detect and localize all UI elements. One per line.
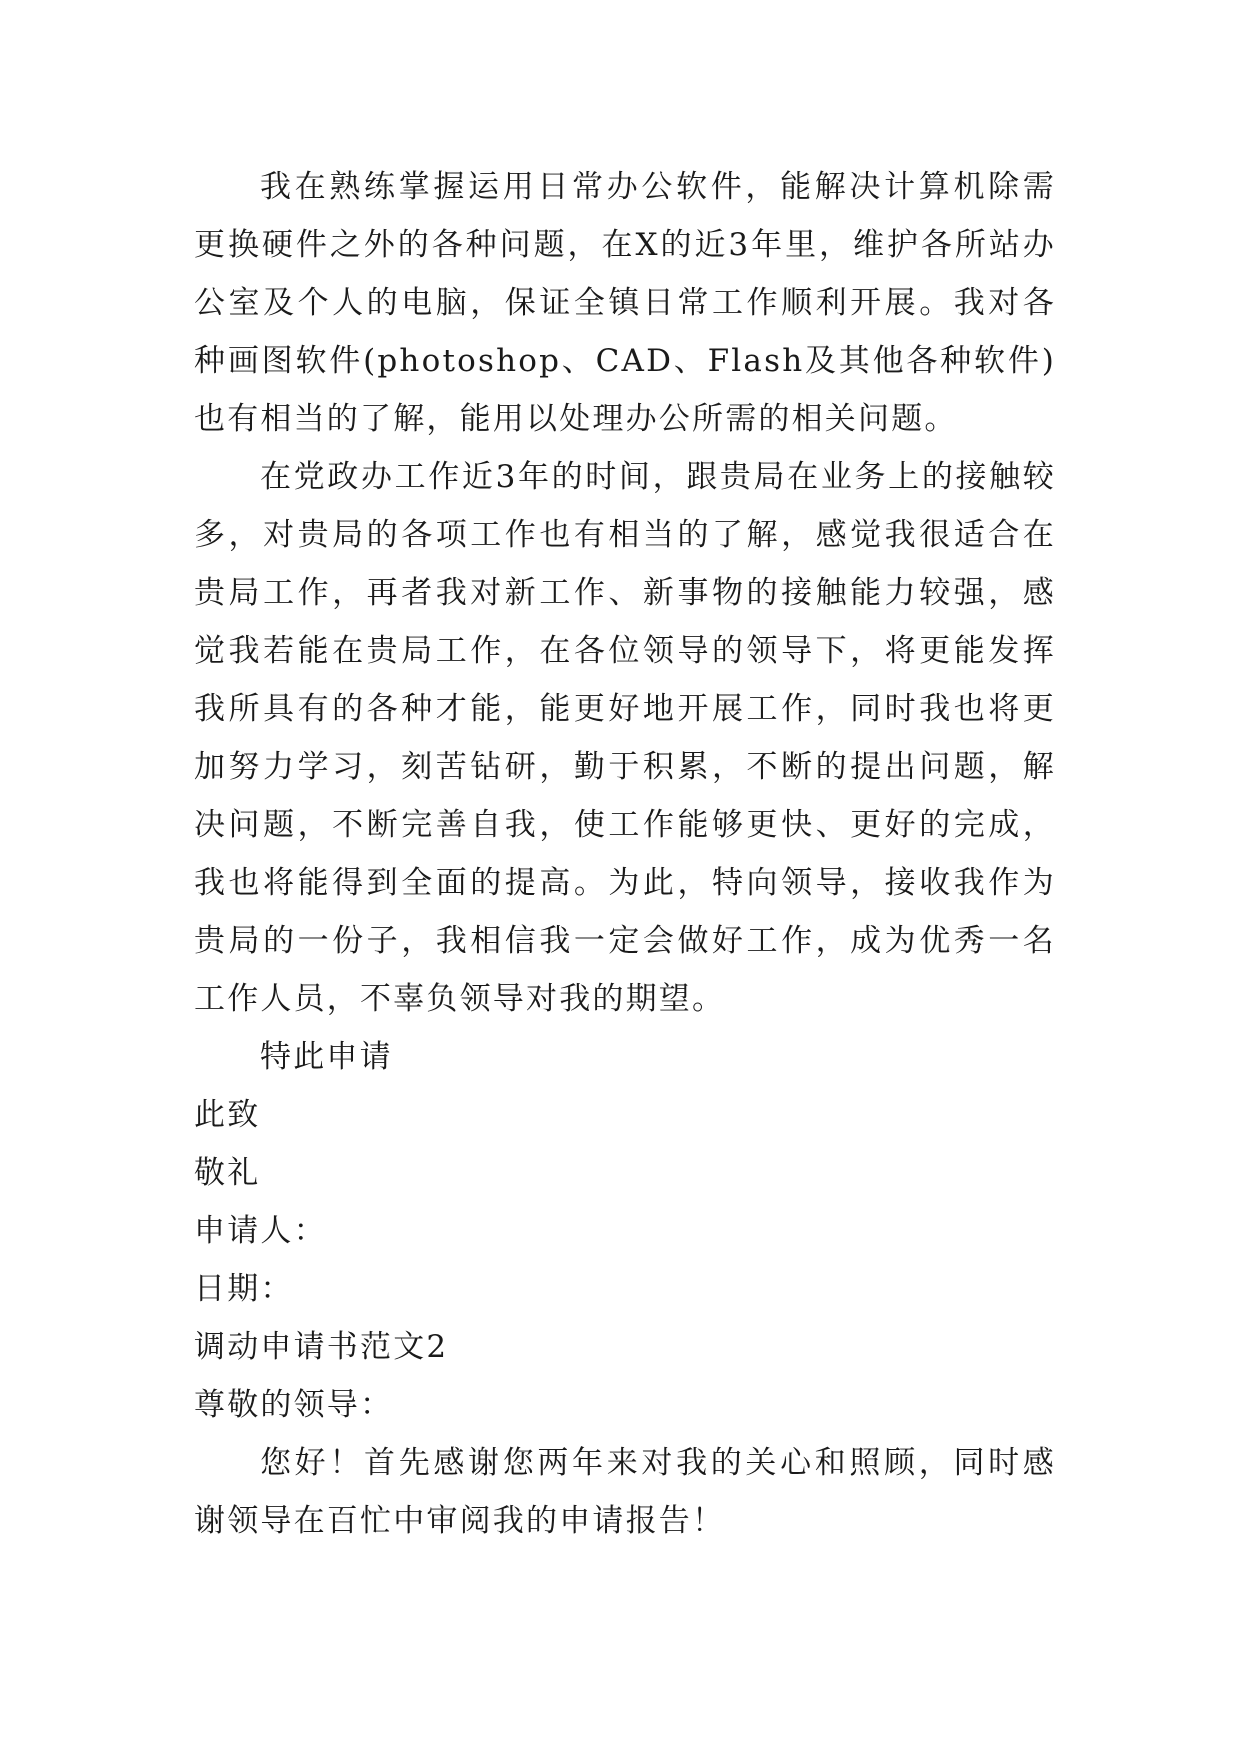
- closing-request: 特此申请: [260, 1039, 393, 1075]
- applicant-label: 申请人：: [194, 1213, 327, 1249]
- salutation-jingli: 敬礼: [194, 1155, 261, 1191]
- salutation-cizhi: 此致: [194, 1097, 261, 1133]
- opening-paragraph: 您好！首先感谢您两年来对我的关心和照顾，同时感谢领导在百忙中审阅我的申请报告！: [194, 1445, 1056, 1539]
- document-page: [194, 158, 1056, 1550]
- date-label: 日期：: [194, 1271, 294, 1307]
- section-title: 调动申请书范文2: [194, 1329, 449, 1365]
- addressee: 尊敬的领导：: [194, 1387, 394, 1423]
- paragraph-experience: 在党政办工作近3年的时间，跟贵局在业务上的接触较多，对贵局的各项工作也有相当的了解，感觉我很适合在贵局工作，再者我对新工作、新事物的接触能力较强，感觉我若能在贵局工作，在各位领导的领导下，将更能发挥我所具有的各种才能，能更好地开展工作，同时我也将更加努力学习，刻苦钻研，勤于积累，不断的提出问题，解决问题，不断完善自我，使工作能够更快、更好的完成，我也将能得到全面的提高。为此，特向领导，接收我作为贵局的一份子，我相信我一定会做好工作，成为优秀一名工作人员，不辜负领导对我的期望。: [194, 459, 1056, 1017]
- paragraph-skills: 我在熟练掌握运用日常办公软件，能解决计算机除需更换硬件之外的各种问题，在X的近3年里，维护各所站办公室及个人的电脑，保证全镇日常工作顺利开展。我对各种画图软件(photoshop、CAD、Flash及其他各种软件)也有相当的了解，能用以处理办公所需的相关问题。: [194, 169, 1056, 437]
